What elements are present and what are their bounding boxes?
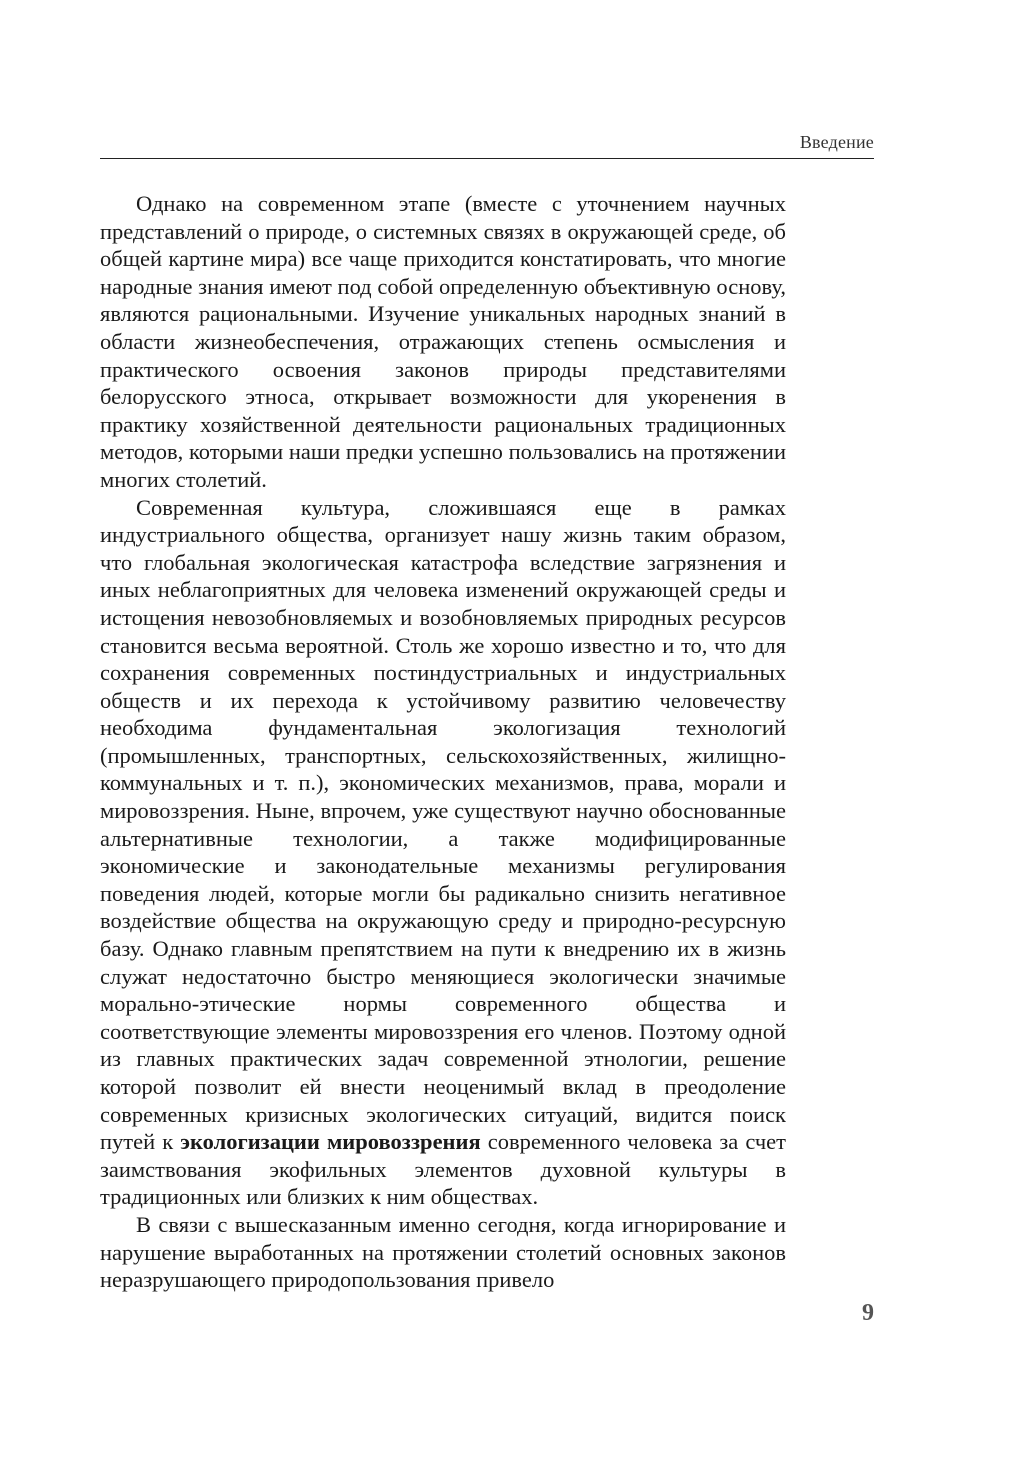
paragraph-2-text-end: современного человека за счет заимствования экофильных элементов духовной культуры в традиционных или близких к ним обществах.: [100, 1129, 786, 1210]
running-title: Введение: [799, 132, 874, 152]
paragraph-2-text-start: Современная культура, сложившаяся еще в рамках индустриального общества, организует нашу жизнь таким образом, что глобальная экологическая катастрофа вследствие загрязнения и иных неблагоприятных для человека изменений окружающей среды и истощения невозобновляемых и возобновляемых природных ресурсов становится весьма вероятной. Столь же хорошо известно и то, что для сохранения современных постиндустриальных и индустриальных обществ и их перехода к устойчивому развитию человечеству необходима фундаментальная экологизация технологий (промышленных, транспортных, сельскохозяйственных, жилищно-коммунальных и т. п.), экономических механизмов, права, морали и мировоззрения. Ныне, впрочем, уже существуют научно обоснованные альтернативные технологии, а также модифицированные экономические и законодательные механизмы регулирования поведения людей, которые могли бы радикально снизить негативное воздействие общества на окружающую среду и природно-ресурсную базу. Однако главным препятствием на пути к внедрению их в жизнь служат недостаточно быстро меняющиеся экологически значимые морально-этические нормы современного общества и соответствующие элементы мировоззрения его членов. Поэтому одной из главных практических задач современной этнологии, решение которой позволит ей внести неоценимый вклад в преодоление современных кризисных экологических ситуаций, видится поиск путей к: [100, 494, 786, 1155]
page-number: 9: [862, 1300, 874, 1326]
main-text: [100, 190, 786, 1294]
paragraph-1: Однако на современном этапе (вместе с уточнением научных представлений о природе, о системных связях в окружающей среде, об общей картине мира) все чаще приходится констатировать, что многие народные знания имеют под собой определенную объективную основу, являются рациональными. Изучение уникальных народных знаний в области жизнеобеспечения, отражающих степень осмысления и практического освоения законов природы представителями белорусского этноса, открывает возможности для укоренения в практику хозяйственной деятельности рациональных традиционных методов, которыми наши предки успешно пользовались на протяжении многих столетий.: [100, 191, 786, 492]
running-head: [100, 130, 874, 159]
paragraph-3: В связи с вышесказанным именно сегодня, когда игнорирование и нарушение выработанных на протяжении столетий основных законов неразрушающего природопользования привело: [100, 1211, 786, 1293]
paragraph-2: [100, 494, 786, 1211]
bold-term: экологизации мировоззрения: [180, 1129, 481, 1155]
